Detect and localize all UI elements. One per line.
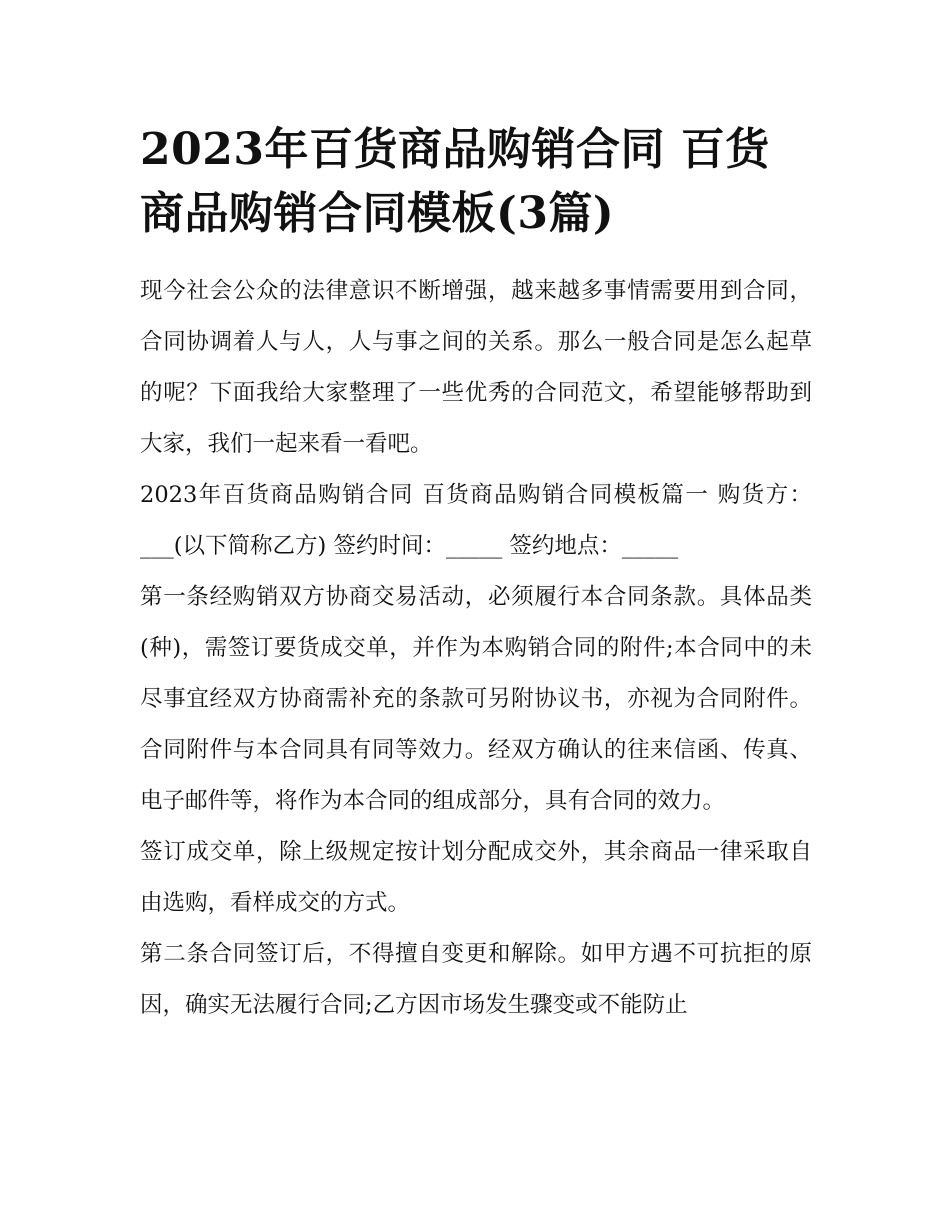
document-title: 2023年百货商品购销合同 百货商品购销合同模板(3篇): [140, 124, 770, 239]
paragraph-contract-header: 2023年百货商品购销合同 百货商品购销合同模板篇一 购货方：___(以下简称乙方) 签约时间：_____ 签约地点：_____: [140, 482, 812, 559]
paragraph-article-2: 第二条合同签订后，不得擅自变更和解除。如甲方遇不可抗拒的原因，确实无法履行合同;乙方因市场发生骤变或不能防止: [140, 941, 812, 1018]
document-body: [140, 266, 812, 1031]
paragraph-article-1: 第一条经购销双方协商交易活动，必须履行本合同条款。具体品类(种)，需签订要货成交单，并作为本购销合同的附件;本合同中的未尽事宜经双方协商需补充的条款可另附协议书，亦视为合同附件。合同附件与本合同具有同等效力。经双方确认的往来信函、传真、电子邮件等，将作为本合同的组成部分，具有合同的效力。: [140, 584, 812, 814]
paragraph-intro: 现今社会公众的法律意识不断增强，越来越多事情需要用到合同，合同协调着人与人，人与事之间的关系。那么一般合同是怎么起草的呢？下面我给大家整理了一些优秀的合同范文，希望能够帮助到大家，我们一起来看一看吧。: [140, 278, 812, 457]
paragraph-order-form: 签订成交单，除上级规定按计划分配成交外，其余商品一律采取自由选购，看样成交的方式。: [140, 839, 812, 916]
document-page: [140, 118, 812, 1031]
